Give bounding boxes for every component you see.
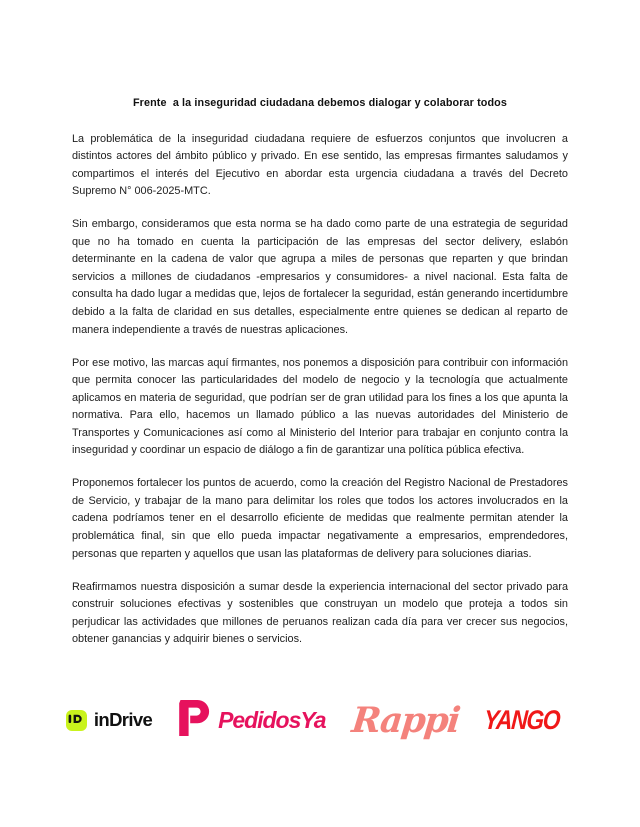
page-title: Frente a la inseguridad ciudadana debemos dialogar y colaborar todos [132, 97, 508, 109]
indrive-mark-icon [66, 710, 87, 731]
rappi-wordmark: Rappi [349, 699, 461, 741]
paragraph-3: Por ese motivo, las marcas aquí firmantes, nos ponemos a disposición para contribuir con información que permita conocer las particularidades del modelo de negocio y la tecnología que actualmente aplicamos en materia de seguridad, que podrían ser de gran utilidad para los fines a los que apunta la normativa. Para ello, hacemos un llamado público a las nuevas autoridades del Ministerio de Transportes y Comunicaciones así como al Ministerio del Interior para trabajar en conjunto contra la inseguridad y coordinar un espacio de diálogo a fin de garantizar una política pública efectiva. [72, 356, 568, 457]
paragraph-4: Proponemos fortalecer los puntos de acuerdo, como la creación del Registro Nacional de Prestadores de Servicio, y trabajar de la mano para delimitar los roles que todos los actores involucrados en la cadena podríamos tener en el desarrollo eficiente de medidas que realmente permitan atender la problemática final, sin que ello pueda impactar negativamente a empresarios, emprendedores, personas que reparten y aquellos que usan las plataformas de delivery para soluciones diarias. [72, 477, 568, 560]
logo-indrive [66, 694, 152, 746]
pedidosya-mark-icon [178, 700, 211, 741]
paragraph-5: Reafirmamos nuestra disposición a sumar desde la experiencia internacional del sector privado para construir soluciones efectivas y sostenibles que construyan un modelo que proteja a todos sin perjudicar las actividades que millones de peruanos realizan cada día para ver crecer sus negocios, obtener ganancias y adquirir bienes o servicios. [72, 580, 568, 646]
logo-yango [484, 694, 574, 746]
logo-pedidosya [178, 694, 325, 746]
pedidosya-wordmark: PedidosYa [218, 706, 326, 733]
paragraph-2: Sin embargo, consideramos que esta norma se ha dado como parte de una estrategia de seguridad que no ha tomado en cuenta la participación de las empresas del sector delivery, eslabón determinante en la cadena de valor que agrupa a miles de personas que reparten y que brindan servicios a millones de ciudadanos -empresarios y consumidores- a nivel nacional. Esta falta de consulta ha dado lugar a medidas que, lejos de fortalecer la seguridad, están generando incertidumbre debido a la falta de claridad en sus detalles, especialmente entre quienes se dedican al reparto de manera independiente a través de nuestras aplicaciones. [72, 218, 568, 336]
signatory-logo-strip [0, 692, 640, 748]
indrive-wordmark: inDrive [93, 708, 153, 730]
document-body [72, 96, 568, 649]
paragraph-1: La problemática de la inseguridad ciudadana requiere de esfuerzos conjuntos que involucren a distintos actores del ámbito público y privado. En ese sentido, las empresas firmantes saludamos y compartimos el interés del Ejecutivo en abordar esta urgencia ciudadana a través del Decreto Supremo N° 006-2025-MTC. [72, 132, 568, 198]
yango-wordmark: YANGO [483, 704, 561, 735]
logo-rappi [349, 694, 461, 746]
